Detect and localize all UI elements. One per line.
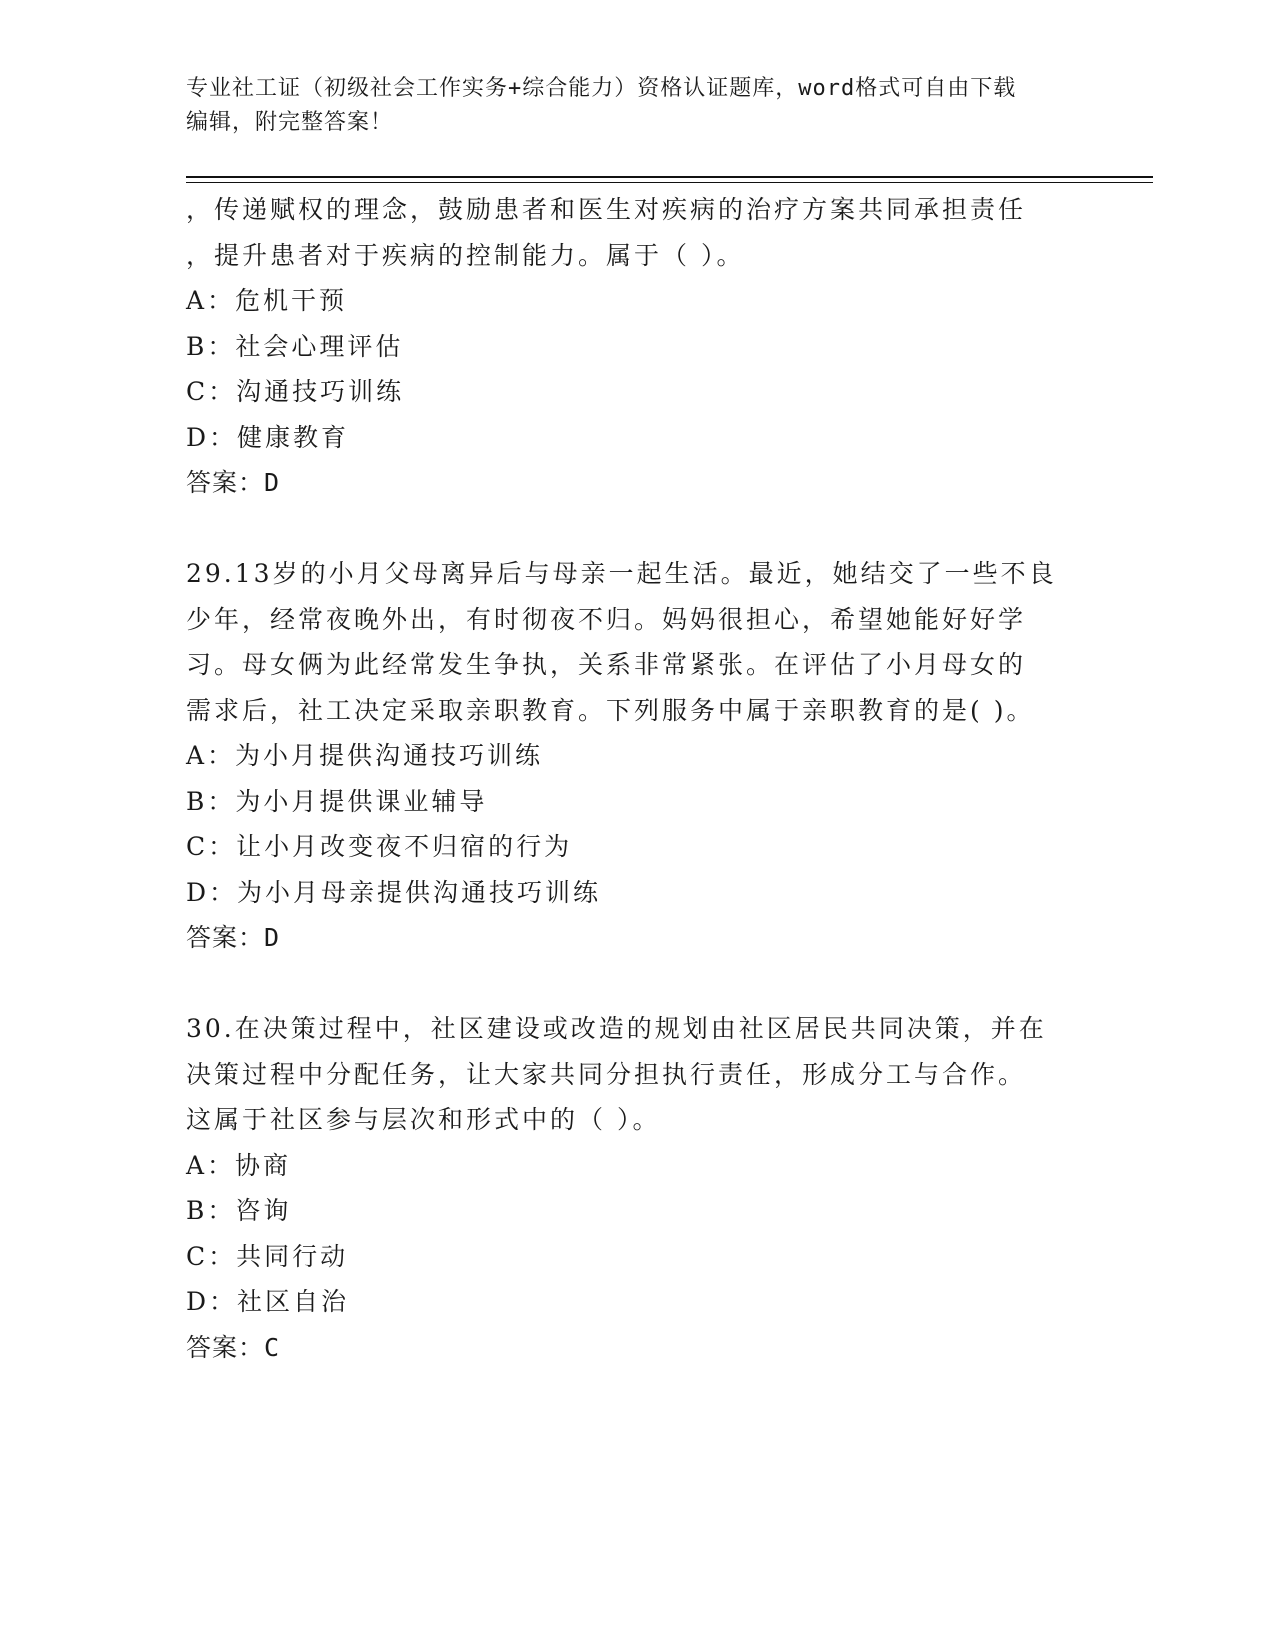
- question-stem-line: 决策过程中分配任务，让大家共同分担执行责任，形成分工与合作。: [186, 1059, 1027, 1089]
- answer-value: D: [264, 923, 281, 952]
- option-b: B：社会心理评估: [186, 331, 404, 361]
- answer-label: 答案：: [186, 1332, 265, 1362]
- question-29: [186, 551, 1086, 961]
- question-stem-line: 30.在决策过程中，社区建设或改造的规划由社区居民共同决策，并在: [186, 1014, 1047, 1043]
- question-stem-line: 需求后，社工决定采取亲职教育。下列服务中属于亲职教育的是( )。: [186, 695, 1035, 725]
- header-divider-thin: [186, 182, 1153, 183]
- option-b: B：为小月提供课业辅导: [186, 786, 488, 816]
- header-line-1: 专业社工证（初级社会工作实务+综合能力）资格认证题库，word格式可自由下载: [186, 76, 1017, 101]
- option-c: C：共同行动: [186, 1241, 349, 1271]
- document-header: [186, 72, 1086, 140]
- option-d: D：健康教育: [186, 422, 350, 452]
- question-stem-line: 29.13岁的小月父母离异后与母亲一起生活。最近，她结交了一些不良: [186, 559, 1057, 588]
- question-stem-line: 习。母女俩为此经常发生争执，关系非常紧张。在评估了小月母女的: [186, 650, 1027, 679]
- option-c: C：沟通技巧训练: [186, 377, 405, 406]
- answer-label: 答案：: [186, 468, 265, 497]
- option-a: A：危机干预: [186, 286, 348, 315]
- answer-label: 答案：: [186, 923, 265, 952]
- option-d: D：社区自治: [186, 1287, 350, 1316]
- question-content: [186, 187, 1086, 1370]
- question-28: [186, 187, 1086, 506]
- header-divider-thick: [186, 176, 1153, 178]
- question-stem-line: ，传递赋权的理念，鼓励患者和医生对疾病的治疗方案共同承担责任: [186, 195, 1027, 224]
- question-30: [186, 1006, 1086, 1370]
- answer-line: [186, 1325, 1086, 1371]
- answer-value: D: [264, 468, 281, 497]
- spacer: [186, 506, 1086, 552]
- answer-line: [186, 915, 1086, 961]
- question-stem-line: 少年，经常夜晚外出，有时彻夜不归。妈妈很担心，希望她能好好学: [186, 604, 1027, 634]
- answer-value: C: [264, 1332, 281, 1362]
- option-c: C：让小月改变夜不归宿的行为: [186, 832, 573, 861]
- question-stem-line: ，提升患者对于疾病的控制能力。属于（ ）。: [186, 240, 745, 270]
- header-line-2: 编辑，附完整答案！: [186, 110, 394, 135]
- spacer: [186, 961, 1086, 1007]
- option-a: A：为小月提供沟通技巧训练: [186, 741, 544, 770]
- question-stem-line: 这属于社区参与层次和形式中的（ ）。: [186, 1105, 661, 1134]
- option-a: A：协商: [186, 1150, 292, 1180]
- answer-line: [186, 460, 1086, 506]
- option-d: D：为小月母亲提供沟通技巧训练: [186, 877, 602, 907]
- option-b: B：咨询: [186, 1196, 292, 1225]
